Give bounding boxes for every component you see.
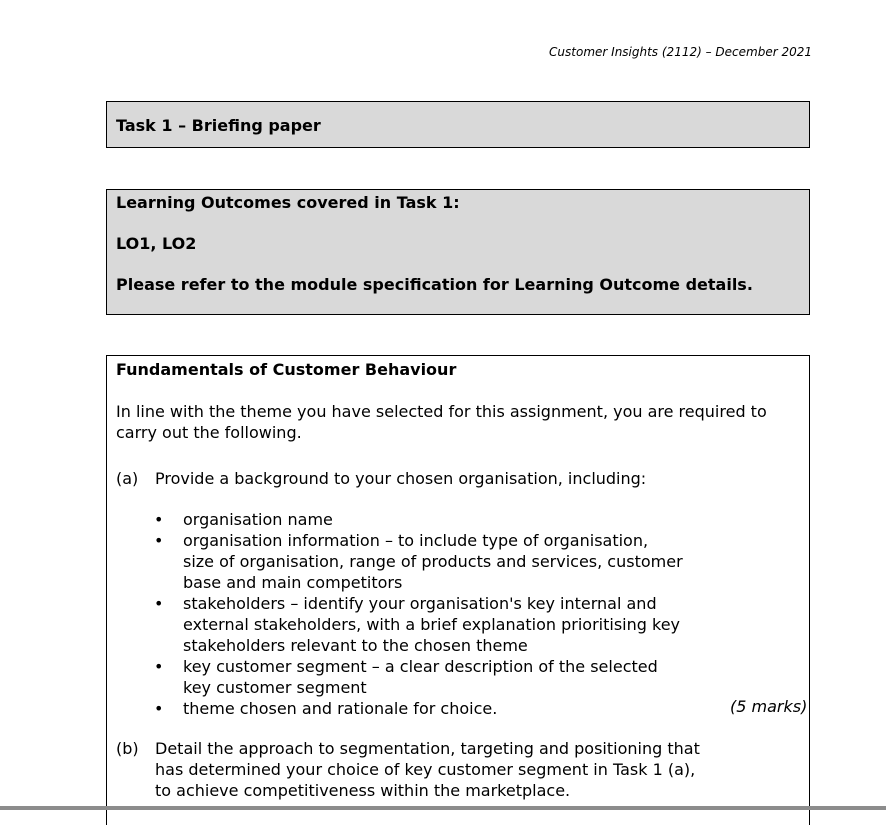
learning-outcomes-heading: Learning Outcomes covered in Task 1:: [116, 193, 460, 212]
scrollbar-track[interactable]: [0, 806, 886, 810]
part-a-bullet-list: [154, 509, 714, 719]
bullet-icon: •: [154, 594, 164, 613]
intro-paragraph: In line with the theme you have selected for this assignment, you are required to carry out the following.: [116, 402, 767, 442]
bullet-icon: •: [154, 510, 164, 529]
learning-outcomes-note: Please refer to the module specification for Learning Outcome details.: [116, 275, 753, 294]
list-item: [154, 593, 708, 656]
part-a-text: Provide a background to your chosen organisation, including:: [155, 469, 647, 488]
part-b-text: Detail the approach to segmentation, targeting and positioning that has determined your choice of key customer segment in Task 1 (a), to achieve competitiveness within the marketplace.: [155, 739, 700, 800]
part-a-marks: (5 marks): [730, 697, 808, 716]
bullet-icon: •: [154, 699, 164, 718]
bullet-text: key customer segment – a clear description of the selected key customer segment: [183, 657, 658, 697]
learning-outcomes-codes: LO1, LO2: [116, 234, 197, 253]
learning-outcomes-box: [106, 189, 810, 315]
list-item: [154, 530, 683, 593]
task-title: Task 1 – Briefing paper: [116, 116, 321, 135]
task-details-box: [106, 355, 810, 825]
running-header: Customer Insights (2112) – December 2021: [549, 45, 812, 59]
section-heading: Fundamentals of Customer Behaviour: [116, 360, 457, 379]
part-b-label: (b): [116, 739, 139, 758]
bullet-text: theme chosen and rationale for choice.: [183, 699, 498, 718]
bullet-icon: •: [154, 657, 164, 676]
list-item: [154, 698, 714, 719]
bullet-text: organisation name: [183, 510, 333, 529]
list-item: [154, 509, 714, 530]
list-item: [154, 656, 673, 698]
bullet-icon: •: [154, 531, 164, 550]
part-a-label: (a): [116, 469, 139, 488]
task-title-box: [106, 101, 810, 148]
bullet-text: stakeholders – identify your organisation's key internal and external stakeholders, with a brief explanation prioritising key stakeholders relevant to the chosen theme: [183, 594, 680, 655]
bullet-text: organisation information – to include type of organisation, size of organisation, range of products and services, customer base and main competitors: [183, 531, 683, 592]
